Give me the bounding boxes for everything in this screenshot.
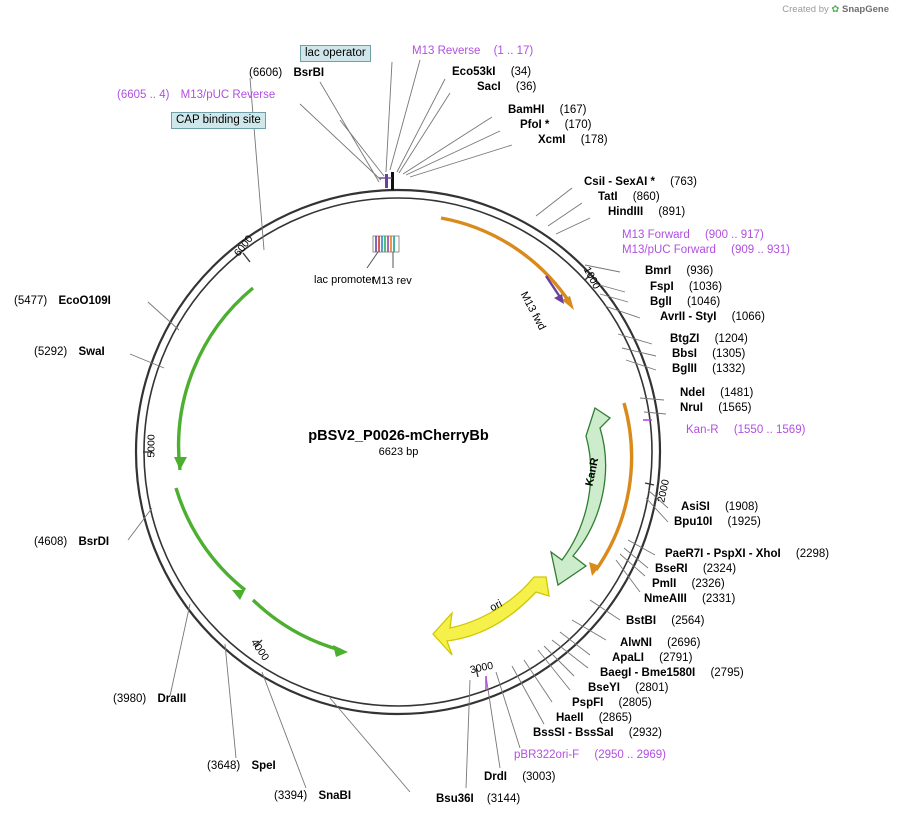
credit-brand: SnapGene	[842, 4, 889, 15]
lac-promoter-leader	[367, 252, 378, 268]
snapgene-leaf-icon: ✿	[831, 4, 840, 15]
label-saci: SacI (36)	[477, 81, 537, 93]
label-paer7i-pspxi-xhoi: PaeR7I - PspXI - XhoI (2298)	[665, 548, 830, 560]
plasmid-size: 6623 bp	[378, 446, 419, 458]
cap-binding-site-box: CAP binding site	[171, 112, 266, 129]
label-bsu36i: Bsu36I (3144)	[436, 793, 521, 805]
label-m13-forward: M13 Forward (900 .. 917)	[622, 229, 764, 241]
label-spei: (3648) SpeI	[207, 760, 276, 772]
label-haeii: HaeII (2865)	[556, 712, 632, 724]
label-alwni: AlwNI (2696)	[620, 637, 701, 649]
tick-6000: 6000	[231, 233, 256, 259]
label-bglii: BglII (1332)	[672, 363, 746, 375]
label-baegi-bme1580i: BaegI - Bme1580I (2795)	[600, 667, 744, 679]
label-nmeaiii: NmeAIII (2331)	[644, 593, 736, 605]
plasmid-name: pBSV2_P0026-mCherryBb	[308, 428, 489, 444]
top-feature-marks	[379, 172, 394, 190]
feature-ori-arrow	[433, 577, 549, 655]
label-pmli: PmlI (2326)	[652, 578, 725, 590]
label-tati: TatI (860)	[598, 191, 660, 203]
tick-3000: 3000	[469, 659, 495, 677]
credit-created-by: Created by	[782, 4, 829, 15]
label-pspfi: PspFI (2805)	[572, 697, 652, 709]
label-draiii: (3980) DraIII	[113, 693, 187, 705]
label-asisi: AsiSI (1908)	[681, 501, 759, 513]
label-avrii-styi: AvrII - StyI (1066)	[660, 311, 765, 323]
label-fspi: FspI (1036)	[650, 281, 723, 293]
m13-fwd-arrow	[538, 270, 598, 320]
label-bsrbi: (6606) BsrBI	[249, 67, 325, 79]
label-hindiii: HindIII (891)	[608, 206, 686, 218]
tick-1000: 1000	[580, 264, 603, 292]
label-bstbi: BstBI (2564)	[626, 615, 705, 627]
label-apali: ApaLI (2791)	[612, 652, 693, 664]
tick-5000: 5000	[145, 434, 158, 458]
feature-arc-green-2	[176, 488, 245, 590]
tick-2000: 2000	[655, 478, 672, 504]
feature-arrow-green-1	[174, 457, 187, 470]
m13-fwd-label: M13 fwd	[517, 289, 548, 333]
label-nrui: NruI (1565)	[680, 402, 752, 414]
label-m13puc-reverse: (6605 .. 4) M13/pUC Reverse	[117, 89, 276, 101]
label-bgli: BglI (1046)	[650, 296, 721, 308]
label-bpu10i: Bpu10I (1925)	[674, 516, 761, 528]
label-bsssi-bsssai: BssSI - BssSaI (2932)	[533, 727, 662, 739]
label-bseyi: BseYI (2801)	[588, 682, 669, 694]
label-m13-reverse: M13 Reverse (1 .. 17)	[412, 45, 534, 57]
mcs-block	[373, 236, 399, 252]
kanr-label: KanR	[583, 456, 602, 488]
feature-arc-green-3	[253, 600, 340, 650]
label-bsrdi: (4608) BsrDI	[34, 536, 110, 548]
label-swai: (5292) SwaI	[34, 346, 105, 358]
lac-operator-box: lac operator	[300, 45, 371, 62]
label-btgzi: BtgZI (1204)	[670, 333, 748, 345]
label-kan-r: Kan-R (1550 .. 1569)	[686, 424, 806, 436]
label-csii-sexai: CsiI - SexAI * (763)	[584, 176, 698, 188]
tick-4000: 4000	[248, 636, 272, 664]
label-drdi: DrdI (3003)	[484, 771, 556, 783]
m13-rev-label: M13 rev	[372, 275, 412, 287]
ori-label: ori	[487, 597, 505, 615]
feature-arrow-green-2	[232, 590, 245, 600]
label-bamhi: BamHI (167)	[508, 104, 587, 116]
feature-arrow-green-3	[333, 645, 348, 657]
label-snabi: (3394) SnaBI	[274, 790, 352, 802]
label-ndei: NdeI (1481)	[680, 387, 754, 399]
label-ecoo109i: (5477) EcoO109I	[14, 295, 111, 307]
label-bmri: BmrI (936)	[645, 265, 714, 277]
label-bbsi: BbsI (1305)	[672, 348, 746, 360]
label-xcmi: XcmI (178)	[538, 134, 608, 146]
label-pbr322ori-f: pBR322ori-F (2950 .. 2969)	[514, 749, 667, 761]
label-m13puc-forward: M13/pUC Forward (909 .. 931)	[622, 244, 790, 256]
label-eco53ki: Eco53kI (34)	[452, 66, 532, 78]
label-pfoi: PfoI * (170)	[520, 119, 592, 131]
lac-promoter-label: lac promoter	[314, 274, 376, 286]
label-bseri: BseRI (2324)	[655, 563, 737, 575]
